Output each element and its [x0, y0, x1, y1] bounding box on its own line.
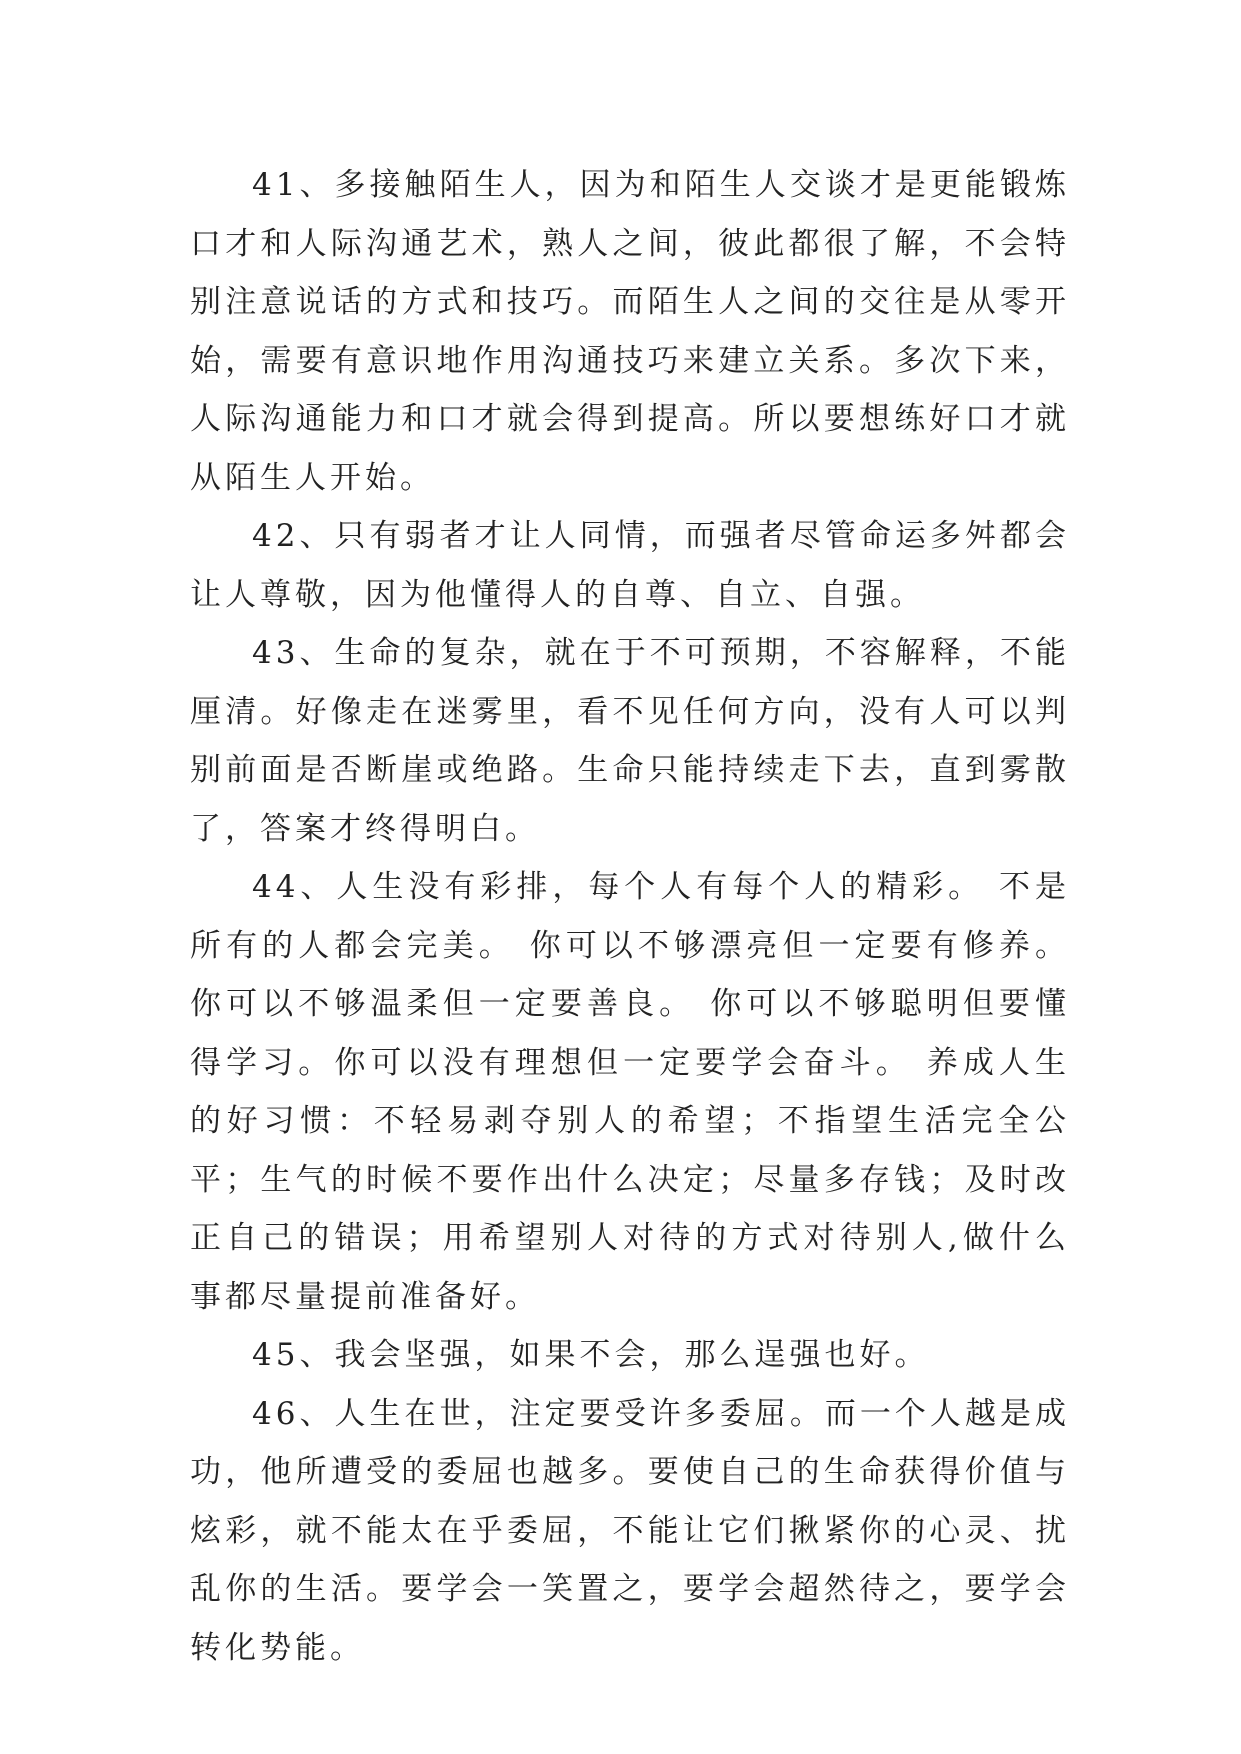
paragraph-45: 45、我会坚强，如果不会，那么逞强也好。	[252, 1337, 930, 1373]
paragraph-46: 46、人生在世，注定要受许多委屈。而一个人越是成功，他所遭受的委屈也越多。要使自己的生命获得价值与炫彩，就不能太在乎委屈，不能让它们揪紧你的心灵、扰乱你的生活。要学会一笑置之，要学会超然待之，要学会转化势能。	[190, 1395, 1070, 1666]
document-body	[190, 156, 1070, 1677]
paragraph-41: 41、多接触陌生人，因为和陌生人交谈才是更能锻炼口才和人际沟通艺术，熟人之间，彼此都很了解，不会特别注意说话的方式和技巧。而陌生人之间的交往是从零开始，需要有意识地作用沟通技巧来建立关系。多次下来，人际沟通能力和口才就会得到提高。所以要想练好口才就从陌生人开始。	[190, 167, 1070, 496]
paragraph-43: 43、生命的复杂，就在于不可预期，不容解释，不能厘清。好像走在迷雾里，看不见任何方向，没有人可以判别前面是否断崖或绝路。生命只能持续走下去，直到雾散了，答案才终得明白。	[190, 635, 1070, 847]
paragraph-44: 44、人生没有彩排，每个人有每个人的精彩。 不是所有的人都会完美。 你可以不够漂亮但一定要有修养。 你可以不够温柔但一定要善良。 你可以不够聪明但要懂得学习。你可以没有理想但一定要学会奋斗。 养成人生的好习惯：不轻易剥夺别人的希望；不指望生活完全公平；生气的时候不要作出什么决定；尽量多存钱；及时改正自己的错误；用希望别人对待的方式对待别人,做什么事都尽量提前准备好。	[190, 869, 1070, 1315]
paragraph-42: 42、只有弱者才让人同情，而强者尽管命运多舛都会让人尊敬，因为他懂得人的自尊、自立、自强。	[190, 518, 1070, 613]
